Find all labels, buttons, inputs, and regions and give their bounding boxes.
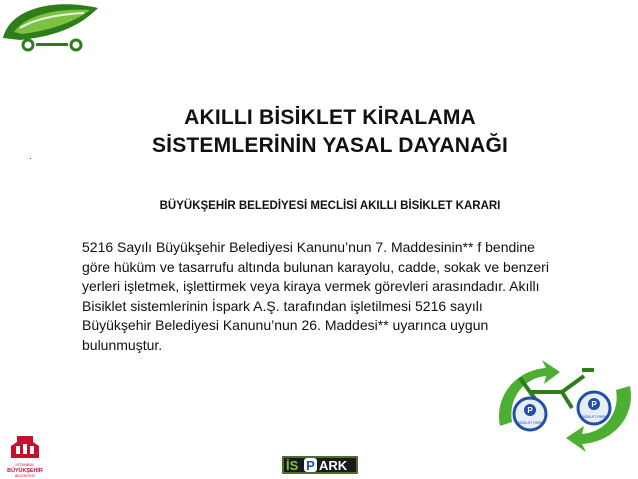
parking-badge-right	[578, 392, 610, 424]
svg-text:İS: İS	[286, 458, 299, 473]
body-line: bulunmuştur.	[82, 336, 163, 353]
svg-text:ARK: ARK	[319, 458, 348, 473]
svg-text:BİSİKLET PARK: BİSİKLET PARK	[581, 415, 607, 419]
ibb-logo	[2, 434, 48, 479]
body-line: yerleri işletmek, işlettirmek veya kiraya vermek görevleri arasındadır. Akıllı	[82, 278, 540, 295]
body-line: 5216 Sayılı Büyükşehir Belediyesi Kanunu’nun 7. Maddesinin** f bendine	[82, 239, 535, 255]
bullet-dot: ·	[29, 153, 33, 164]
body-line: Büyükşehir Belediyesi Kanunu’nun 26. Maddesi** uyarınca uygun	[82, 317, 489, 334]
body-line: Bisiklet sistemlerinin İspark A.Ş. tarafından işletilmesi 5216 sayılı	[82, 297, 483, 314]
slide-title	[90, 104, 570, 160]
svg-text:P: P	[527, 406, 533, 415]
eco-car-logo	[0, 0, 110, 62]
title-line-2: SİSTEMLERİNİN YASAL DAYANAĞI	[151, 134, 509, 157]
svg-text:BİSİKLET PARK: BİSİKLET PARK	[517, 421, 543, 425]
bicycle-park-illustration	[490, 356, 638, 452]
parking-badge-left	[514, 398, 546, 430]
title-line-1: AKILLI BİSİKLET KİRALAMA	[184, 106, 476, 129]
body-line: göre hüküm ve tasarrufu altında bulunan karayolu, cadde, sokak ve benzeri	[82, 258, 549, 275]
svg-text:İSTANBUL: İSTANBUL	[15, 462, 35, 467]
ispark-logo	[282, 456, 358, 474]
svg-text:BELEDİYESİ: BELEDİYESİ	[15, 474, 35, 478]
body-text	[82, 238, 607, 356]
svg-text:P: P	[306, 458, 315, 473]
svg-text:BÜYÜKŞEHİR: BÜYÜKŞEHİR	[7, 468, 43, 474]
svg-text:P: P	[591, 400, 597, 409]
slide-subtitle: BÜYÜKŞEHİR BELEDİYESİ MECLİSİ AKILLI BİSİKLET KARARI	[159, 200, 501, 212]
